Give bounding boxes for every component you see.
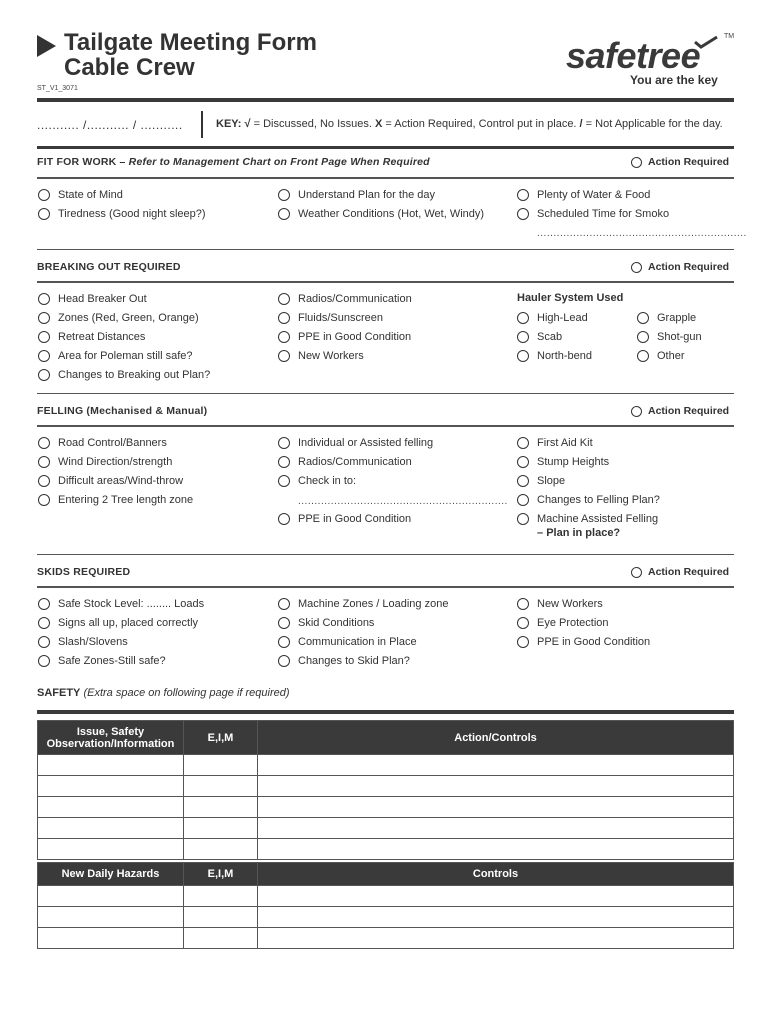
check-item[interactable]: Entering 2 Tree length zone [38, 494, 193, 506]
radio-circle-icon[interactable] [38, 312, 50, 324]
check-item[interactable]: Radios/Communication [278, 456, 412, 468]
check-item[interactable]: Zones (Red, Green, Orange) [38, 312, 199, 324]
radio-circle-icon[interactable] [38, 369, 50, 381]
section-rule [37, 249, 734, 250]
check-item[interactable]: Shot-gun [637, 331, 702, 343]
title-line-1: Tailgate Meeting Form [64, 29, 317, 56]
table-cell[interactable] [184, 907, 258, 928]
radio-circle-icon[interactable] [38, 456, 50, 468]
section-rule [37, 177, 734, 179]
table-cell[interactable] [184, 797, 258, 818]
check-item[interactable]: Machine Assisted Felling [517, 513, 658, 525]
check-item[interactable]: Wind Direction/strength [38, 456, 172, 468]
radio-circle-icon[interactable] [278, 513, 290, 525]
radio-circle-icon[interactable] [637, 331, 649, 343]
check-item[interactable]: Fluids/Sunscreen [278, 312, 383, 324]
check-item[interactable]: New Workers [517, 598, 603, 610]
radio-circle-icon[interactable] [38, 494, 50, 506]
table-row [38, 907, 734, 928]
radio-circle-icon[interactable] [517, 331, 529, 343]
section-rule [37, 281, 734, 283]
breaking-out-action-required[interactable]: Action Required [631, 261, 729, 273]
check-item[interactable]: Scheduled Time for Smoko [517, 208, 669, 220]
key-x-text: = Action Required, Control put in place. [382, 118, 580, 130]
radio-circle-icon[interactable] [38, 350, 50, 362]
fill-in-dots[interactable]: ................................................................ [298, 496, 508, 507]
radio-circle-icon[interactable] [278, 189, 290, 201]
check-item[interactable]: PPE in Good Condition [278, 331, 411, 343]
radio-circle-icon[interactable] [38, 617, 50, 629]
table-row [38, 776, 734, 797]
radio-circle-icon[interactable] [517, 513, 529, 525]
check-item[interactable]: Changes to Skid Plan? [278, 655, 410, 667]
check-item[interactable]: North-bend [517, 350, 592, 362]
check-item[interactable]: Other [637, 350, 685, 362]
radio-circle-icon[interactable] [278, 208, 290, 220]
check-item[interactable]: PPE in Good Condition [278, 513, 411, 525]
table-cell[interactable] [184, 818, 258, 839]
table-cell[interactable] [38, 907, 184, 928]
radio-circle-icon[interactable] [517, 475, 529, 487]
col-header-issue: Issue, Safety Observation/Information [38, 721, 184, 755]
col-header-eim: E,I,M [184, 721, 258, 755]
col-header-eim: E,I,M [184, 863, 258, 886]
date-field[interactable]: ........... /........... / ........... [37, 118, 183, 132]
table-cell[interactable] [258, 755, 734, 776]
table-cell[interactable] [258, 907, 734, 928]
check-item[interactable]: Understand Plan for the day [278, 189, 435, 201]
table-cell[interactable] [184, 755, 258, 776]
radio-circle-icon[interactable] [38, 293, 50, 305]
check-item[interactable]: Radios/Communication [278, 293, 412, 305]
table-cell[interactable] [38, 776, 184, 797]
radio-circle-icon[interactable] [517, 494, 529, 506]
table-cell[interactable] [258, 797, 734, 818]
radio-circle-icon[interactable] [517, 312, 529, 324]
check-item[interactable]: Tiredness (Good night sleep?) [38, 208, 206, 220]
section-fit-for-work-title: FIT FOR WORK – Refer to Management Chart on Front Page When Required [37, 156, 430, 168]
radio-circle-icon[interactable] [278, 331, 290, 343]
section-felling-title: FELLING (Mechanised & Manual) [37, 405, 208, 417]
skids-action-required[interactable]: Action Required [631, 566, 729, 578]
radio-circle-icon[interactable] [517, 437, 529, 449]
hauler-system-title: Hauler System Used [517, 292, 624, 304]
radio-circle-icon[interactable] [637, 312, 649, 324]
table-cell[interactable] [258, 818, 734, 839]
table-cell[interactable] [258, 839, 734, 860]
check-item[interactable]: PPE in Good Condition [517, 636, 650, 648]
radio-circle-icon[interactable] [637, 350, 649, 362]
radio-circle-icon[interactable] [278, 617, 290, 629]
felling-action-required[interactable]: Action Required [631, 405, 729, 417]
document-code: ST_V1_3071 [37, 85, 78, 92]
radio-circle-icon[interactable] [631, 262, 642, 273]
brand-logo: safetree [566, 35, 701, 76]
check-item[interactable]: Road Control/Banners [38, 437, 167, 449]
table-cell[interactable] [184, 776, 258, 797]
check-item[interactable]: Safe Stock Level: ........ Loads [38, 598, 204, 610]
checkmark-logo-icon [693, 35, 719, 49]
section-rule [37, 393, 734, 394]
check-item[interactable]: Plenty of Water & Food [517, 189, 650, 201]
radio-circle-icon[interactable] [278, 293, 290, 305]
table-row [38, 886, 734, 907]
check-item[interactable]: Difficult areas/Wind-throw [38, 475, 183, 487]
radio-circle-icon[interactable] [38, 636, 50, 648]
check-item[interactable]: First Aid Kit [517, 437, 593, 449]
check-item[interactable]: Area for Poleman still safe? [38, 350, 193, 362]
key-tick: √ [244, 118, 251, 130]
key-tick-text: = Discussed, No Issues. [250, 118, 375, 130]
check-item[interactable]: Eye Protection [517, 617, 609, 629]
check-item[interactable]: Retreat Distances [38, 331, 145, 343]
check-item[interactable]: Machine Zones / Loading zone [278, 598, 448, 610]
check-item[interactable]: Scab [517, 331, 562, 343]
radio-circle-icon[interactable] [631, 567, 642, 578]
table-cell[interactable] [38, 928, 184, 949]
header-divider [37, 98, 734, 102]
radio-circle-icon[interactable] [38, 655, 50, 667]
check-item[interactable]: High-Lead [517, 312, 588, 324]
check-item[interactable]: Changes to Breaking out Plan? [38, 369, 210, 381]
check-item[interactable]: Communication in Place [278, 636, 417, 648]
radio-circle-icon[interactable] [278, 636, 290, 648]
check-item[interactable]: Head Breaker Out [38, 293, 147, 305]
table-cell[interactable] [38, 886, 184, 907]
section-rule [37, 586, 734, 588]
check-item[interactable]: Individual or Assisted felling [278, 437, 433, 449]
table-row [38, 797, 734, 818]
radio-circle-icon[interactable] [278, 475, 290, 487]
radio-circle-icon[interactable] [278, 312, 290, 324]
table-cell[interactable] [38, 755, 184, 776]
table-cell[interactable] [258, 928, 734, 949]
section-breaking-out-title: BREAKING OUT REQUIRED [37, 261, 181, 273]
col-header-hazards: New Daily Hazards [38, 863, 184, 886]
radio-circle-icon[interactable] [278, 456, 290, 468]
table-cell[interactable] [38, 797, 184, 818]
table-cell[interactable] [38, 818, 184, 839]
section-skids-title: SKIDS REQUIRED [37, 566, 131, 578]
radio-circle-icon[interactable] [278, 655, 290, 667]
table-row [38, 928, 734, 949]
check-item[interactable]: Slash/Slovens [38, 636, 128, 648]
check-item[interactable]: Weather Conditions (Hot, Wet, Windy) [278, 208, 484, 220]
daily-hazards-table [37, 862, 734, 949]
section-rule [37, 554, 734, 555]
check-item[interactable]: Check in to: [278, 475, 356, 487]
felling-plan-note: – Plan in place? [537, 527, 621, 539]
radio-circle-icon[interactable] [631, 406, 642, 417]
check-item[interactable]: Changes to Felling Plan? [517, 494, 660, 506]
radio-circle-icon[interactable] [517, 208, 529, 220]
check-item[interactable]: Signs all up, placed correctly [38, 617, 198, 629]
check-item[interactable]: Grapple [637, 312, 696, 324]
table-cell[interactable] [38, 839, 184, 860]
radio-circle-icon[interactable] [517, 636, 529, 648]
key-x: X [375, 118, 383, 130]
safety-rule [37, 710, 734, 714]
key-label: KEY: [216, 118, 242, 130]
radio-circle-icon[interactable] [278, 437, 290, 449]
check-item[interactable]: Stump Heights [517, 456, 609, 468]
radio-circle-icon[interactable] [517, 350, 529, 362]
radio-circle-icon[interactable] [517, 598, 529, 610]
page-title [64, 30, 317, 80]
radio-circle-icon[interactable] [278, 350, 290, 362]
section-rule [37, 425, 734, 427]
fill-in-dots[interactable]: ................................................................ [537, 228, 747, 239]
table-cell[interactable] [258, 776, 734, 797]
col-header-action: Action/Controls [258, 721, 734, 755]
col-header-controls: Controls [258, 863, 734, 886]
key-divider-rule [37, 146, 734, 149]
title-arrow-icon [37, 35, 56, 57]
title-line-2: Cable Crew [64, 54, 195, 81]
key-slash: / [579, 118, 583, 130]
radio-circle-icon[interactable] [631, 157, 642, 168]
check-item[interactable]: Skid Conditions [278, 617, 374, 629]
trademark: TM [724, 33, 735, 40]
radio-circle-icon[interactable] [38, 331, 50, 343]
key-slash-text: = Not Applicable for the day. [582, 118, 723, 130]
check-item[interactable]: Safe Zones-Still safe? [38, 655, 166, 667]
safety-observation-table [37, 720, 734, 860]
table-row [38, 755, 734, 776]
safety-heading: SAFETY (Extra space on following page if required) [37, 687, 290, 699]
radio-circle-icon[interactable] [517, 617, 529, 629]
fit-for-work-action-required[interactable]: Action Required [631, 156, 729, 168]
table-cell[interactable] [184, 886, 258, 907]
radio-circle-icon[interactable] [38, 208, 50, 220]
radio-circle-icon[interactable] [38, 598, 50, 610]
table-cell[interactable] [184, 928, 258, 949]
radio-circle-icon[interactable] [517, 456, 529, 468]
radio-circle-icon[interactable] [278, 598, 290, 610]
table-cell[interactable] [184, 839, 258, 860]
brand-tagline: You are the key [630, 73, 718, 87]
table-cell[interactable] [258, 886, 734, 907]
check-item[interactable]: Slope [517, 475, 565, 487]
radio-circle-icon[interactable] [38, 475, 50, 487]
check-item[interactable]: State of Mind [38, 189, 123, 201]
key-legend [216, 118, 723, 130]
table-row [38, 839, 734, 860]
key-divider [201, 111, 203, 138]
radio-circle-icon[interactable] [38, 437, 50, 449]
table-row [38, 818, 734, 839]
radio-circle-icon[interactable] [38, 189, 50, 201]
check-item[interactable]: New Workers [278, 350, 364, 362]
radio-circle-icon[interactable] [517, 189, 529, 201]
